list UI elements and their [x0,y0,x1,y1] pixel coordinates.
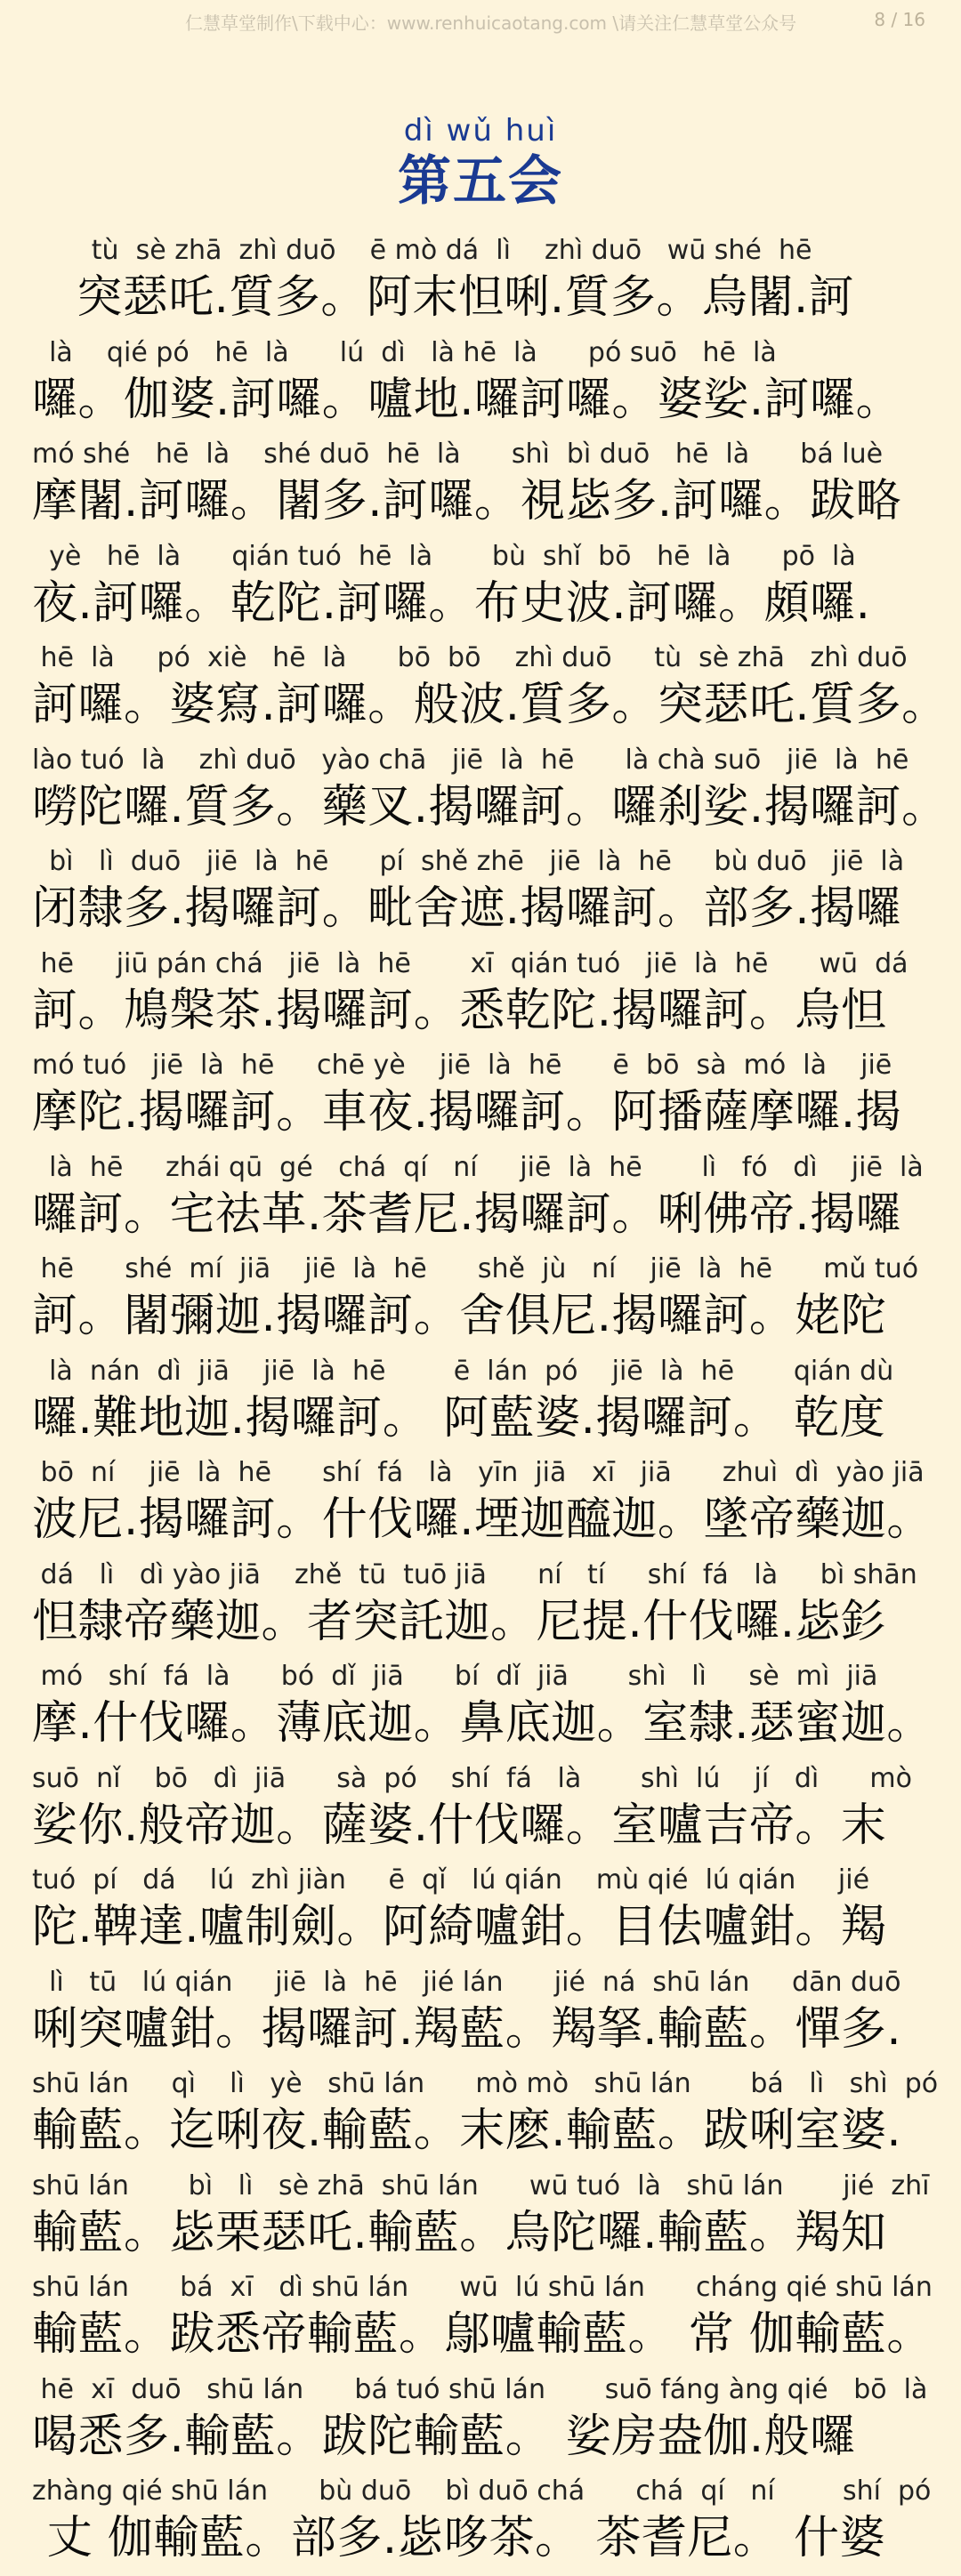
verse-text: 丈 伽輸藍。部多.毖哆茶。 茶耆尼。 什婆 [32,2512,886,2564]
verse-text: 唎突嚧鉗。揭囉訶.羯藍。羯拏.輸藍。憚多. [32,2002,902,2056]
verse-pinyin: hē jiū pán chá jiē là hē xī qián tuó jiē là hē wū dá [32,947,909,979]
verse-pinyin: shū lán bá xī dì shū lán wū lú shū lán cháng qié shū lán [32,2272,933,2303]
verse-text: 囉。伽婆.訶囉。嚧地.囉訶囉。婆娑.訶囉。 [32,373,902,426]
verse-text: 嘮陀囉.質多。藥叉.揭囉訶。囉刹娑.揭囉訶。 [32,780,948,833]
verse-pinyin: tù sè zhā zhì duō ē mò dá lì zhì duō wū shé hē [32,235,812,266]
verse-text: 陀.鞞達.嚧制劍。阿綺嚧鉗。目佉嚧鉗。羯 [32,1901,887,1953]
verse-line [32,539,931,641]
verse-pinyin: tuó pí dá lú zhì jiàn ē qǐ lú qián mù qié lú qián jié [32,1864,870,1896]
verse-text: 娑你.般帝迦。薩婆.什伐囉。室嚧吉帝。末 [32,1799,887,1852]
verse-text: 怛隸帝藥迦。者突託迦。尼提.什伐囉.毖釤 [32,1595,887,1648]
verse-pinyin: yè hē là qián tuó hē là bù shǐ bō hē là pō là [32,540,856,572]
verse-pinyin: zhàng qié shū lán bù duō bì duō chá chá qí ní shí pó [32,2475,932,2507]
verse-pinyin: hē xī duō shū lán bá tuó shū lán suō fáng àng qié bō là [32,2373,928,2405]
verse-pinyin: là qié pó hē là lú dì là hē là pó suō hē là [32,336,777,368]
verse-pinyin: lào tuó là zhì duō yào chā jiē là hē là chà suō jiē là hē [32,744,909,776]
verse-text: 輸藍。毖栗瑟吒.輸藍。烏陀囉.輸藍。羯知 [32,2206,887,2259]
verse-line [32,2169,931,2271]
page-number: 8 / 16 [874,9,925,30]
verse-line [32,1455,931,1558]
verse-line [32,1354,931,1456]
verse-pinyin: mó shí fá là bó dǐ jiā bí dǐ jiā shì lì sè mì jiā [32,1661,878,1692]
verse-pinyin: hē là pó xiè hē là bō bō zhì duō tù sè zhā zhì duō [32,642,908,673]
verse-text: 訶。鳩槃茶.揭囉訶。悉乾陀.揭囉訶。烏怛 [32,984,887,1037]
verse-line [32,1558,931,1660]
verse-text: 摩闍.訶囉。闍多.訶囉。視毖多.訶囉。跋略 [32,475,902,527]
verse-pinyin: là nán dì jiā jiē là hē ē lán pó jiē là hē qián dù [32,1355,894,1387]
verse-text: 輸藍。迄唎夜.輸藍。末麽.輸藍。跋唎室婆. [32,2105,902,2157]
section-title [0,112,961,213]
verse-line [32,946,931,1049]
verse-pinyin: bō ní jiē là hē shí fá là yīn jiā xī jiā zhuì dì yào jiā [32,1457,925,1488]
verse-line [32,2270,931,2372]
verse-pinyin: là hē zhái qū gé chá qí ní jiē là hē lì fó dì jiē là [32,1151,924,1183]
mantra-verses [32,233,948,2576]
verse-text: 喝悉多.輸藍。跋陀輸藍。 娑房盎伽.般囉 [32,2410,856,2463]
verse-text: 突瑟吒.質多。阿末怛唎.質多。烏闍.訶 [32,271,855,324]
verse-pinyin: lì tū lú qián jiē là hē jié lán jié ná shū lán dān duō [32,1966,901,1998]
verse-pinyin: shū lán bì lì sè zhā shū lán wū tuó là shū lán jié zhī [32,2169,930,2202]
verse-line [32,233,931,335]
verse-text: 波尼.揭囉訶。什伐囉.堙迦醯迦。墜帝藥迦。 [32,1493,933,1546]
verse-line [32,437,931,539]
verse-line [32,640,948,743]
verse-text: 囉訶。宅祛革.茶耆尼.揭囉訶。唎佛帝.揭囉 [32,1187,902,1241]
verse-line [32,844,931,946]
verse-text: 闭隸多.揭囉訶。毗舍遮.揭囉訶。部多.揭囉 [32,882,902,935]
verse-line [32,1252,931,1354]
verse-text: 摩.什伐囉。薄底迦。鼻底迦。室隸.瑟蜜迦。 [32,1697,933,1750]
header-source-text: 仁慧草堂制作\下载中心：www.renhuicaotang.com \请关注仁慧草堂公众号 [185,12,797,34]
verse-line [32,1761,931,1864]
verse-pinyin: suō nǐ bō dì jiā sà pó shí fá là shì lú jí dì mò [32,1762,912,1794]
verse-line [32,1150,931,1252]
verse-line [32,1048,931,1150]
verse-pinyin: dá lì dì yào jiā zhě tū tuō jiā ní tí shí fá là bì shān [32,1558,917,1590]
verse-pinyin: bì lì duō jiē là hē pí shě zhē jiē là hē bù duō jiē là [32,846,905,877]
verse-line [32,743,948,845]
verse-line [32,2372,931,2475]
verse-line [32,1659,931,1761]
verse-text: 輸藍。跋悉帝輸藍。鄔嚧輸藍。 常 伽輸藍。 [32,2308,933,2361]
page-header [0,0,961,46]
verse-text: 摩陀.揭囉訶。車夜.揭囉訶。阿播薩摩囉.揭 [32,1086,902,1139]
verse-line [32,2066,939,2169]
verse-text: 囉.難地迦.揭囉訶。 阿藍婆.揭囉訶。 乾度 [32,1391,886,1445]
verse-pinyin: shū lán qì lì yè shū lán mò mò shū lán bá lì shì pó [32,2068,939,2099]
verse-pinyin: mó tuó jiē là hē chē yè jiē là hē ē bō sà mó là jiē [32,1050,892,1081]
verse-line [32,1863,931,1965]
verse-text: 訶。闍彌迦.揭囉訶。舍俱尼.揭囉訶。姥陀 [32,1290,887,1342]
verse-pinyin: hē shé mí jiā jiē là hē shě jù ní jiē là hē mǔ tuó [32,1253,919,1284]
section-title-pinyin: dì wǔ huì [403,113,558,149]
verse-pinyin: mó shé hē là shé duō hē là shì bì duō hē là bá luè [32,439,884,470]
verse-text: 訶囉。婆寫.訶囉。般波.質多。突瑟吒.質多。 [32,679,948,731]
verse-text: 夜.訶囉。乾陀.訶囉。布史波.訶囉。頗囉. [32,576,871,630]
verse-line [32,1965,931,2067]
verse-line [32,335,931,438]
verse-line [32,2474,931,2576]
section-title-text: 第五会 [398,150,563,213]
